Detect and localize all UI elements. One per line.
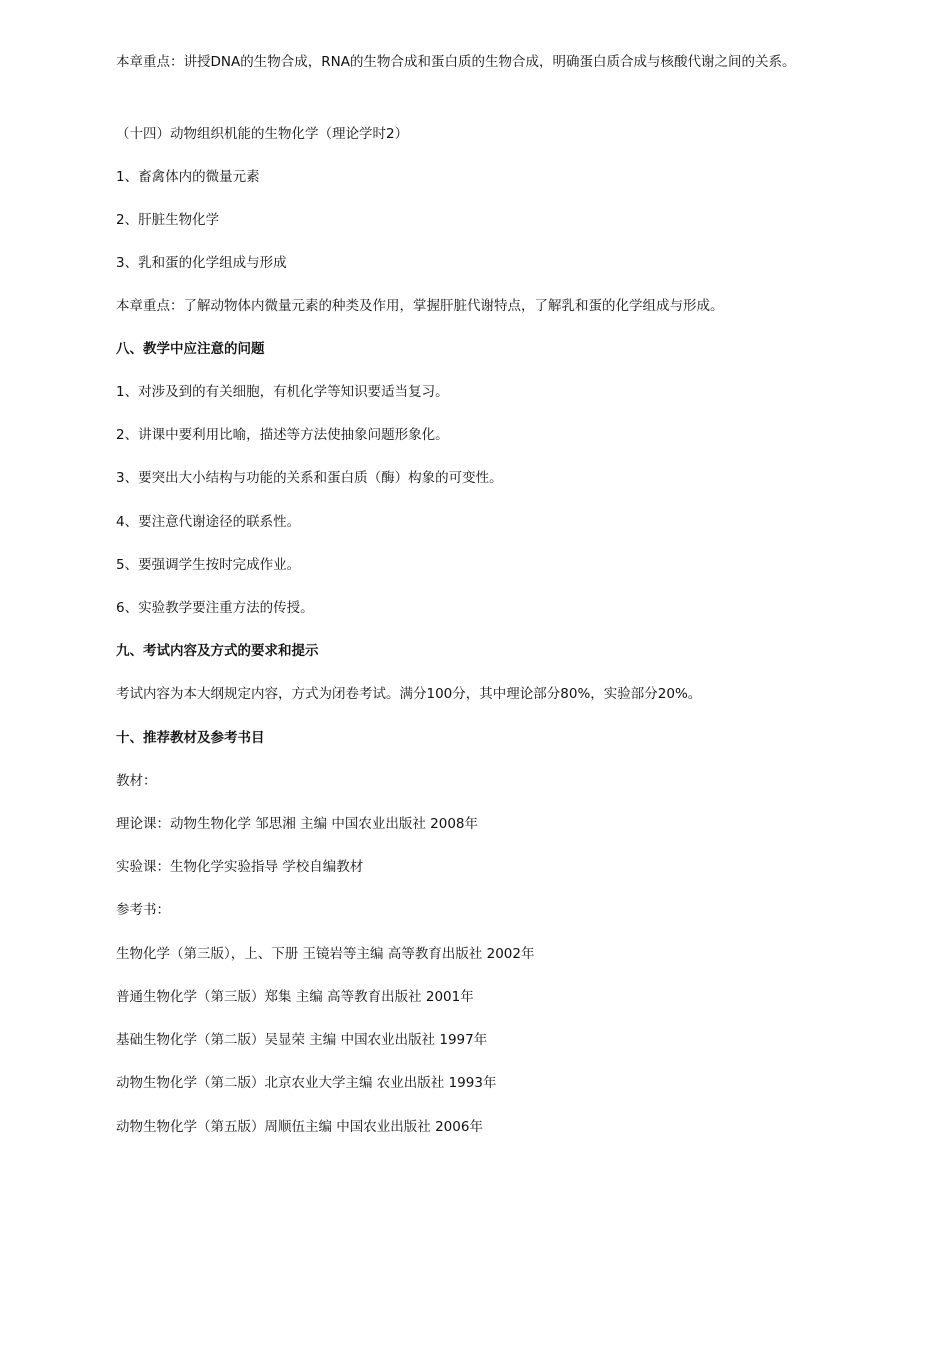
list-item: 2、讲课中要利用比喻，描述等方法使抽象问题形象化。: [116, 427, 449, 443]
list-item: 实验课：生物化学实验指导 学校自编教材: [116, 859, 364, 875]
list-item: 1、对涉及到的有关细胞，有机化学等知识要适当复习。: [116, 384, 449, 400]
list-item: 理论课：动物生物化学 邹思湘 主编 中国农业出版社 2008年: [116, 816, 479, 832]
chapter-heading: （十四）动物组织机能的生物化学（理论学时2）: [116, 126, 409, 142]
paragraph: 考试内容为本大纲规定内容，方式为闭卷考试。满分100分，其中理论部分80%，实验部分20%。: [116, 686, 702, 702]
list-item: 4、要注意代谢途径的联系性。: [116, 514, 301, 530]
list-item: 2、肝脏生物化学: [116, 212, 220, 228]
list-item: 3、乳和蛋的化学组成与形成: [116, 255, 287, 271]
list-item: 1、畜禽体内的微量元素: [116, 169, 260, 185]
list-item: 生物化学（第三版），上、下册 王镜岩等主编 高等教育出版社 2002年: [116, 946, 535, 962]
list-item: 动物生物化学（第五版）周顺伍主编 中国农业出版社 2006年: [116, 1119, 483, 1135]
label: 参考书：: [116, 902, 170, 918]
list-item: 普通生物化学（第三版）郑集 主编 高等教育出版社 2001年: [116, 989, 474, 1005]
section-heading: 十、推荐教材及参考书目: [116, 730, 265, 746]
list-item: 动物生物化学（第二版）北京农业大学主编 农业出版社 1993年: [116, 1075, 497, 1091]
label: 教材：: [116, 773, 157, 789]
list-item: 3、要突出大小结构与功能的关系和蛋白质（酶）构象的可变性。: [116, 470, 503, 486]
chapter-focus-paragraph: 本章重点：讲授DNA的生物合成，RNA的生物合成和蛋白质的生物合成，明确蛋白质合成与核酸代谢之间的关系。: [116, 54, 796, 70]
chapter-focus-paragraph: 本章重点：了解动物体内微量元素的种类及作用，掌握肝脏代谢特点，了解乳和蛋的化学组成与形成。: [116, 298, 724, 314]
list-item: 5、要强调学生按时完成作业。: [116, 557, 301, 573]
section-heading: 九、考试内容及方式的要求和提示: [116, 643, 319, 659]
list-item: 6、实验教学要注重方法的传授。: [116, 600, 314, 616]
list-item: 基础生物化学（第二版）吴显荣 主编 中国农业出版社 1997年: [116, 1032, 488, 1048]
section-heading: 八、教学中应注意的问题: [116, 341, 265, 357]
